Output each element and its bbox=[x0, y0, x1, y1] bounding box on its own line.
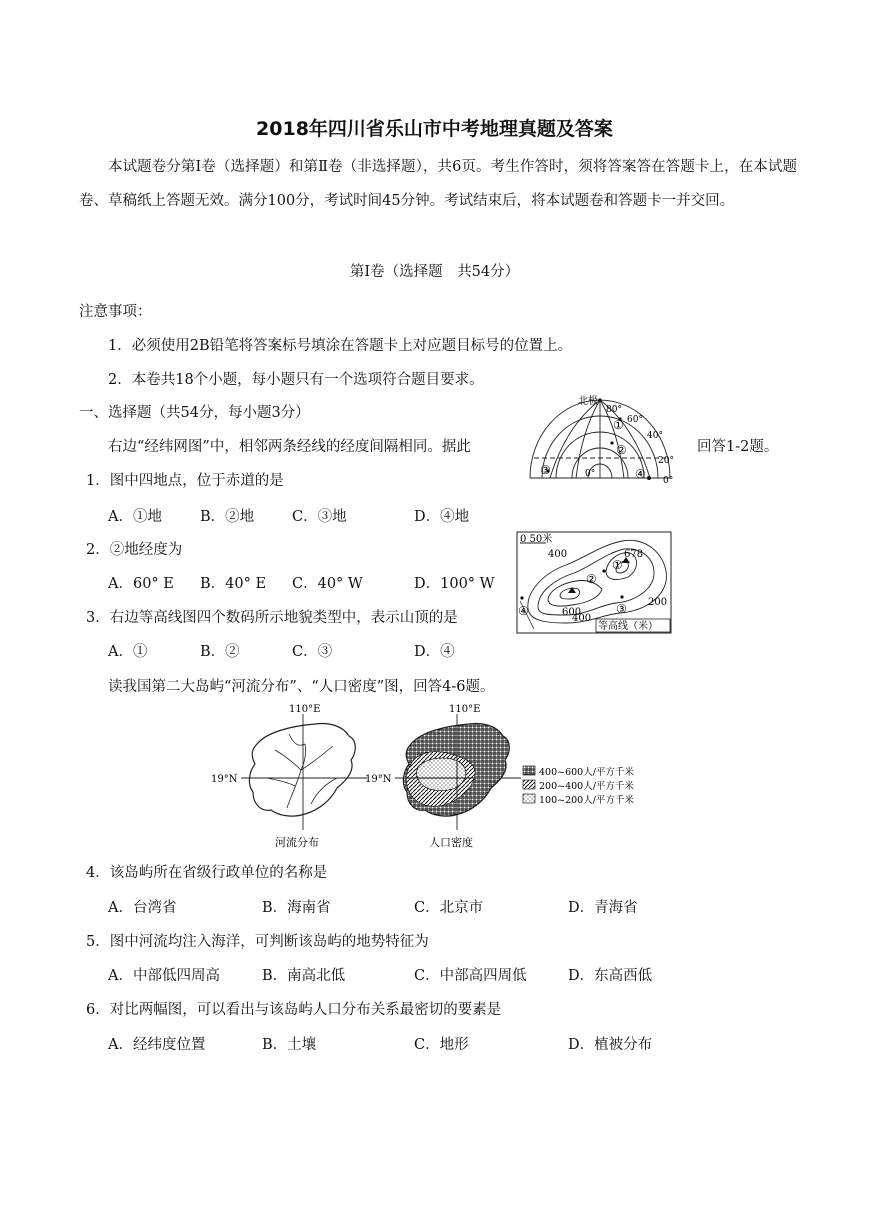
q4-option-d: D．青海省 bbox=[568, 900, 638, 916]
contour-point-3-label: ③ bbox=[616, 602, 627, 616]
lat-60-label: 60° bbox=[627, 415, 643, 425]
left-caption: 河流分布 bbox=[275, 836, 319, 849]
point-3-label: ③ bbox=[540, 463, 551, 477]
contour-678-label: 678 bbox=[624, 549, 644, 560]
legend-dense-label: 400~600人/平方千米 bbox=[539, 767, 634, 778]
q4-option-b: B．海南省 bbox=[262, 900, 331, 916]
q2-option-d: D．100° W bbox=[414, 576, 495, 592]
left-lon-label: 110°E bbox=[289, 704, 321, 715]
right-lon-label: 110°E bbox=[449, 704, 481, 715]
contour-400-bottom-label: 400 bbox=[572, 613, 592, 624]
right-lat-label: 19°N bbox=[365, 774, 392, 785]
contour-200-label: 200 bbox=[648, 597, 668, 608]
legend-swatch-dense bbox=[523, 766, 535, 775]
q1-option-c: C．③地 bbox=[292, 509, 347, 525]
contour-600-label: 600 bbox=[562, 607, 582, 618]
q2-stem: 2．②地经度为 bbox=[86, 542, 183, 558]
q6-option-b: B．土壤 bbox=[262, 1037, 317, 1053]
contour-point-4-label: ④ bbox=[518, 604, 529, 618]
q3-stem: 3．右边等高线图四个数码所示地貌类型中，表示山顶的是 bbox=[86, 610, 458, 626]
left-lat-label: 19°N bbox=[211, 774, 238, 785]
q1-option-b: B．②地 bbox=[200, 509, 255, 525]
legend-low-label: 100~200人/平方千米 bbox=[539, 795, 634, 806]
right-caption: 人口密度 bbox=[429, 836, 473, 849]
q5-option-c: C．中部高四周低 bbox=[414, 968, 527, 984]
q3-option-a: A．① bbox=[108, 644, 148, 660]
q5-option-d: D．东高西低 bbox=[568, 968, 653, 984]
intro-paragraph: 本试题卷分第Ⅰ卷（选择题）和第Ⅱ卷（非选择题），共6页。考生作答时，须将答案答在答题卡上，在本试题卷、草稿纸上答题无效。满分100分，考试时间45分钟。考试结束后，将本试题卷和答题卡一并交回。 bbox=[79, 159, 797, 209]
q5-option-b: B．南高北低 bbox=[262, 968, 346, 984]
point-4-label: ④ bbox=[635, 467, 646, 481]
page-title: 2018年四川省乐山市中考地理真题及答案 bbox=[256, 118, 613, 140]
q6-option-d: D．植被分布 bbox=[568, 1037, 653, 1053]
contour-figure bbox=[516, 531, 672, 634]
q5-stem: 5．图中河流均注入海洋，可判断该岛屿的地势特征为 bbox=[86, 934, 429, 950]
q1-stem: 1．图中四地点，位于赤道的是 bbox=[86, 473, 284, 489]
q1-option-d: D．④地 bbox=[414, 509, 470, 525]
contour-400-top-label: 400 bbox=[548, 549, 568, 560]
river-island-map bbox=[241, 714, 367, 830]
legend-swatch-low bbox=[523, 794, 535, 803]
q2-option-a: A．60° E bbox=[108, 576, 174, 592]
q6-stem: 6．对比两幅图，可以看出与该岛屿人口分布关系最密切的要素是 bbox=[86, 1002, 502, 1018]
lon-0-label: 0° bbox=[585, 469, 596, 479]
notes-label: 注意事项： bbox=[79, 304, 152, 320]
north-pole-label: 北极 bbox=[578, 396, 598, 407]
graticule-figure bbox=[520, 390, 680, 486]
lead-1-2-part-b: 回答1-2题。 bbox=[697, 439, 779, 455]
q6-option-a: A．经纬度位置 bbox=[108, 1037, 206, 1053]
note-1: 1．必须使用2B铅笔将答案标号填涂在答题卡上对应题目标号的位置上。 bbox=[108, 338, 573, 354]
note-2: 2．本卷共18个小题，每小题只有一个选项符合题目要求。 bbox=[108, 372, 484, 388]
lat-20-label: 20° bbox=[658, 456, 674, 466]
contour-legend-label: 等高线（米） bbox=[598, 621, 658, 632]
contour-scale-label: 0 50米 bbox=[520, 534, 553, 545]
legend-swatch-mid bbox=[523, 780, 535, 789]
q3-option-b: B．② bbox=[200, 644, 240, 660]
lead-1-2-part-a: 右边“经纬网图”中，相邻两条经线的经度间隔相同。据此 bbox=[108, 439, 471, 455]
q6-option-c: C．地形 bbox=[414, 1037, 469, 1053]
q4-option-a: A．台湾省 bbox=[108, 900, 177, 916]
lead-4-6: 读我国第二大岛屿“河流分布”、“人口密度”图，回答4-6题。 bbox=[108, 679, 495, 695]
q2-option-b: B．40° E bbox=[200, 576, 267, 592]
point-2-label: ② bbox=[616, 443, 627, 457]
population-island-map bbox=[395, 714, 521, 830]
q5-option-a: A．中部低四周高 bbox=[108, 968, 220, 984]
q4-option-c: C．北京市 bbox=[414, 900, 484, 916]
contour-point-1-label: ① bbox=[612, 558, 623, 572]
lat-40-label: 40° bbox=[647, 431, 663, 441]
lat-0-label: 0° bbox=[663, 476, 674, 486]
q1-option-a: A．①地 bbox=[108, 509, 162, 525]
island-maps-figure bbox=[205, 700, 665, 850]
q4-stem: 4．该岛屿所在省级行政单位的名称是 bbox=[86, 865, 328, 881]
q2-option-c: C．40° W bbox=[292, 576, 363, 592]
legend-mid-label: 200~400人/平方千米 bbox=[539, 781, 634, 792]
lat-80-label: 80° bbox=[606, 405, 622, 415]
section-heading: 第Ⅰ卷（选择题 共54分） bbox=[349, 264, 520, 280]
point-1-label: ① bbox=[613, 418, 624, 432]
q3-option-d: D．④ bbox=[414, 644, 455, 660]
contour-point-2-label: ② bbox=[586, 572, 597, 586]
q3-option-c: C．③ bbox=[292, 644, 333, 660]
part1-heading: 一、选择题（共54分，每小题3分） bbox=[79, 405, 310, 421]
